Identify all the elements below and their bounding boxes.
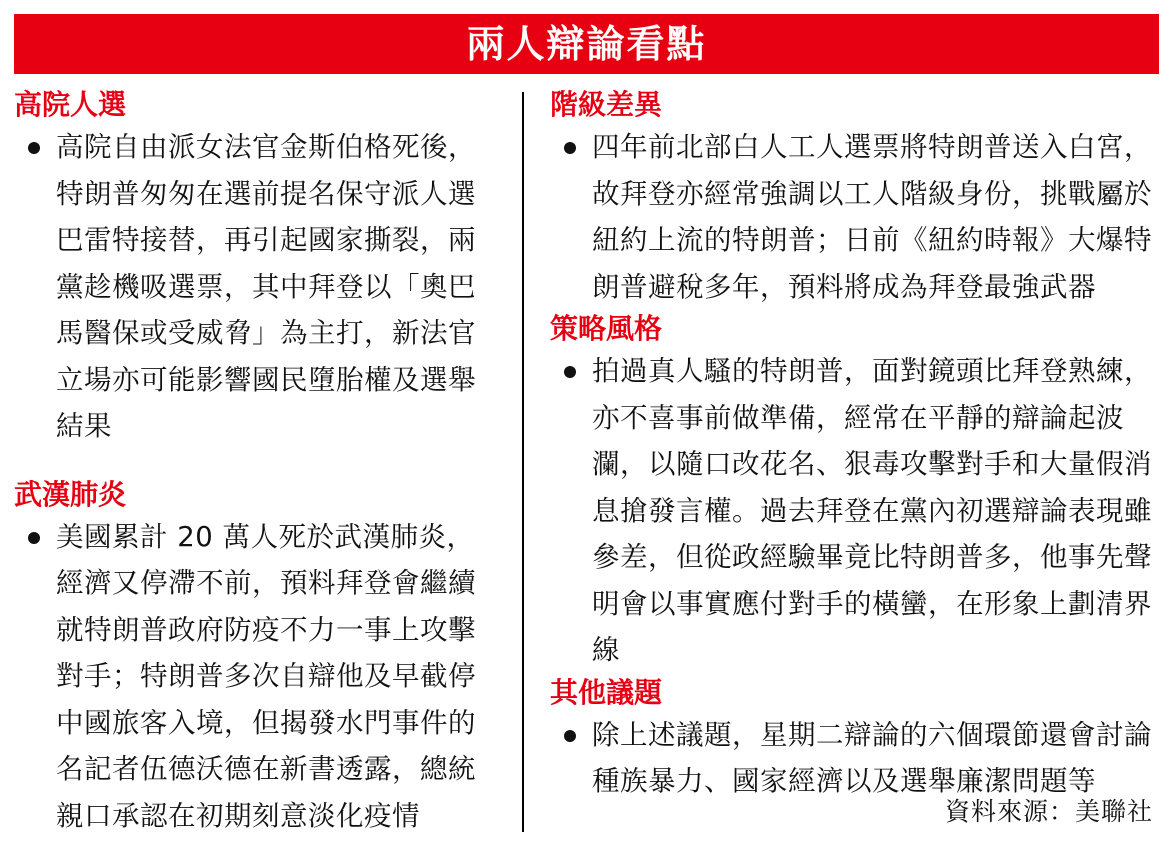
- column-divider: [522, 92, 524, 832]
- section-body: 拍過真人騷的特朗普，面對鏡頭比拜登熟練，亦不喜事前做準備，經常在平靜的辯論起波瀾，以隨口改花名、狠毒攻擊對手和大量假消息搶發言權。過去拜登在黨內初選辯論表現雖參差，但從政經驗畢竟比特朗普多，他事先聲明會以事實應付對手的橫蠻，在形象上劃清界線: [592, 355, 1152, 666]
- bullet-icon: [28, 532, 40, 544]
- section-body: 美國累計 20 萬人死於武漢肺炎，經濟又停滯不前，預料拜登會繼續就特朗普政府防疫不力一事上攻擊對手；特朗普多次自辯他及早截停中國旅客入境，但揭發水門事件的名記者伍德沃德在新書透露，總統親口承認在初期刻意淡化疫情: [56, 520, 476, 832]
- list-item: [550, 124, 1162, 310]
- left-column: [14, 86, 502, 839]
- list-item: [550, 712, 1162, 805]
- section-body: 除上述議題，星期二辯論的六個環節還會討論種族暴力、國家經濟以及選舉廉潔問題等: [592, 718, 1152, 797]
- page-title: 兩人辯論看點: [466, 22, 707, 66]
- section-heading: 其他議題: [550, 675, 663, 709]
- right-column: [550, 86, 1162, 805]
- section-heading: 階級差異: [550, 88, 663, 121]
- section-heading: 策略風格: [550, 312, 663, 345]
- bullet-icon: [564, 730, 576, 742]
- title-banner: [14, 14, 1159, 74]
- section-heading: 武漢肺炎: [14, 477, 127, 511]
- source-credit: 資料來源：美聯社: [944, 797, 1153, 826]
- section-court-nominee: [14, 86, 502, 450]
- section-heading: 高院人選: [14, 88, 127, 121]
- section-body: 四年前北部白人工人選票將特朗普送入白宮，故拜登亦經常強調以工人階級身份，挑戰屬於紐約上流的特朗普；日前《紐約時報》大爆特朗普避稅多年，預料將成為拜登最強武器: [592, 131, 1152, 303]
- section-body: 高院自由派女法官金斯伯格死後，特朗普匆匆在選前提名保守派人選巴雷特接替，再引起國家撕裂，兩黨趁機吸選票，其中拜登以「奧巴馬醫保或受威脅」為主打，新法官立場亦可能影響國民墮胎權及選舉結果: [56, 131, 476, 442]
- bullet-icon: [564, 142, 576, 154]
- section-class-difference: [550, 86, 1162, 310]
- list-item: [14, 514, 502, 840]
- section-pandemic: [14, 476, 502, 840]
- bullet-icon: [28, 142, 40, 154]
- list-item: [550, 348, 1162, 674]
- section-strategy-style: [550, 310, 1162, 674]
- list-item: [14, 124, 502, 450]
- section-other-issues: [550, 674, 1162, 805]
- bullet-icon: [564, 366, 576, 378]
